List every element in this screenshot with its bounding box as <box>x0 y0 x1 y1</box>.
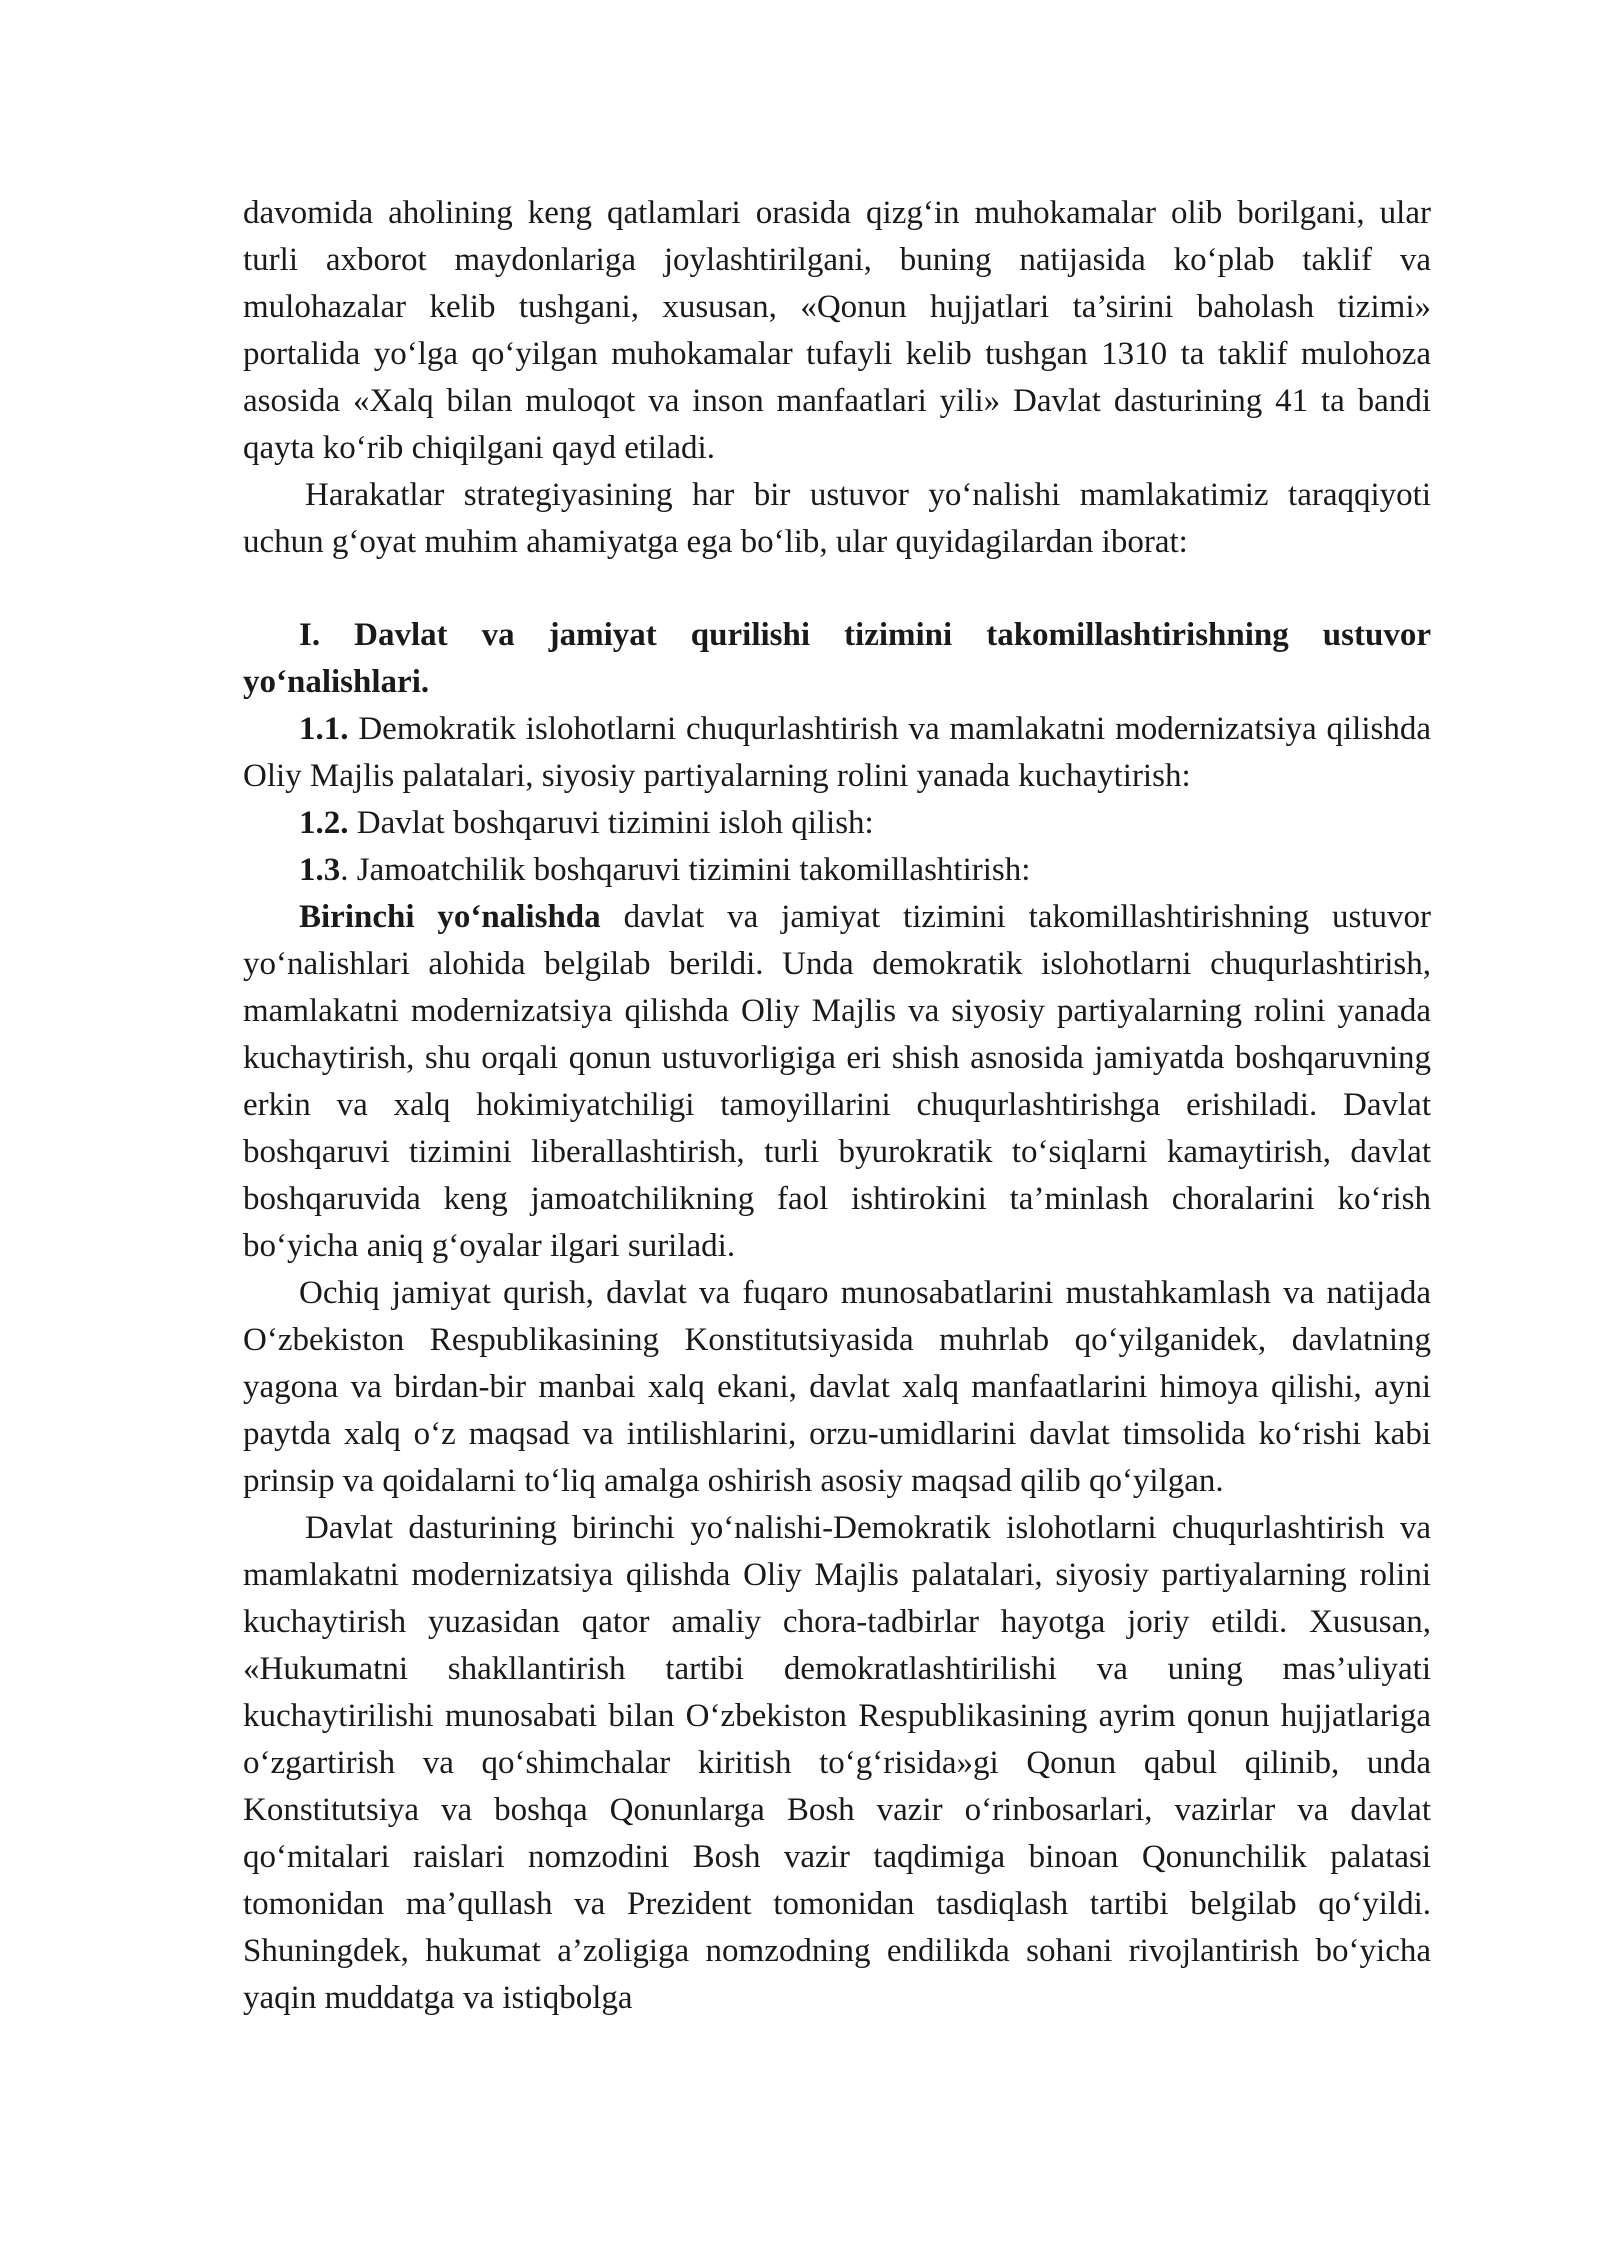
paragraph-text: davlat va jamiyat tizimini takomillashtirishning ustuvor yo‘nalishlari alohida belgilab berildi. Unda demokratik islohotlarni chuqurlashtirish, mamlakatni modernizatsiya qilishda Oliy Majlis va siyosiy partiyalarning rolini yanada kuchaytirish, shu orqali qonun ustuvorligiga eri shish asnosida jamiyatda boshqaruvning erkin va xalq hokimiyatchiligi tamoyillarini chuqurlashtirishga erishiladi. Davlat boshqaruvi tizimini liberallashtirish, turli byurokratik to‘siqlarni kamaytirish, davlat boshqaruvida keng jamoatchilikning faol ishtirokini ta’minlash choralarini ko‘rish bo‘yicha aniq g‘oyalar ilgari suriladi. <box>243 899 1431 1264</box>
list-item-text: Demokratik islohotlarni chuqurlashtirish va mamlakatni modernizatsiya qilishda Oliy Majlis palatalari, siyosiy partiyalarning rolini yanada kuchaytirish: <box>243 711 1431 794</box>
list-item-text: Davlat boshqaruvi tizimini isloh qilish: <box>348 805 874 841</box>
list-item-1-1 <box>243 706 1431 800</box>
paragraph-strategy: Harakatlar strategiyasining har bir ustuvor yo‘nalishi mamlakatimiz taraqqiyoti uchun g‘oyat muhim ahamiyatga ega bo‘lib, ular quyidagilardan iborat: <box>243 477 1431 560</box>
list-item-1-2 <box>243 800 1431 847</box>
paragraph-first-direction <box>243 894 1431 1270</box>
list-item-text: . Jamoatchilik boshqaruvi tizimini takomillashtirish: <box>340 852 1031 888</box>
paragraph-intro: davomida aholining keng qatlamlari orasida qizg‘in muhokamalar olib borilgani, ular turli axborot maydonlariga joylashtirilgani, buning natijasida ko‘plab taklif va mulohazalar kelib tushgani, xususan, «Qonun hujjatlari ta’sirini baholash tizimi» portalida yo‘lga qo‘yilgan muhokamalar tufayli kelib tushgan 1310 ta taklif mulohoza asosida «Xalq bilan muloqot va inson manfaatlari yili» Davlat dasturining 41 ta bandi qayta ko‘rib chiqilgani qayd etiladi. <box>243 195 1431 466</box>
bold-lead: Birinchi yo‘nalishda <box>299 899 601 935</box>
document-page <box>243 190 1431 2022</box>
paragraph-program: Davlat dasturining birinchi yo‘nalishi-Demokratik islohotlarni chuqurlashtirish va mamlakatni modernizatsiya qilishda Oliy Majlis palatalari, siyosiy partiyalarning rolini kuchaytirish yuzasidan qator amaliy chora-tadbirlar hayotga joriy etildi. Xususan, «Hukumatni shakllantirish tartibi demokratlashtirilishi va uning mas’uliyati kuchaytirilishi munosabati bilan O‘zbekiston Respublikasining ayrim qonun hujjatlariga o‘zgartirish va qo‘shimchalar kiritish to‘g‘risida»gi Qonun qabul qilinib, unda Konstitutsiya va boshqa Qonunlarga Bosh vazir o‘rinbosarlari, vazirlar va davlat qo‘mitalari raislari nomzodini Bosh vazir taqdimiga binoan Qonunchilik palatasi tomonidan ma’qullash va Prezident tomonidan tasdiqlash tartibi belgilab qo‘yildi. Shuningdek, hukumat a’zoligiga nomzodning endilikda sohani rivojlantirish bo‘yicha yaqin muddatga va istiqbolga <box>243 1510 1431 2016</box>
list-item-1-3 <box>243 847 1431 894</box>
list-item-number: 1.3 <box>299 852 341 888</box>
list-item-number: 1.1. <box>299 711 349 747</box>
paragraph-open-society: Ochiq jamiyat qurish, davlat va fuqaro munosabatlarini mustahkamlash va natijada O‘zbekiston Respublikasining Konstitutsiyasida muhrlab qo‘yilganidek, davlatning yagona va birdan-bir manbai xalq ekani, davlat xalq manfaatlarini himoya qilishi, ayni paytda xalq o‘z maqsad va intilishlarini, orzu-umidlarini davlat timsolida ko‘rishi kabi prinsip va qoidalarni to‘liq amalga oshirish asosiy maqsad qilib qo‘yilgan. <box>243 1275 1431 1499</box>
section-heading: I. Davlat va jamiyat qurilishi tizimini takomillashtirishning ustuvor yo‘nalishlari. <box>243 617 1431 700</box>
list-item-number: 1.2. <box>299 805 349 841</box>
